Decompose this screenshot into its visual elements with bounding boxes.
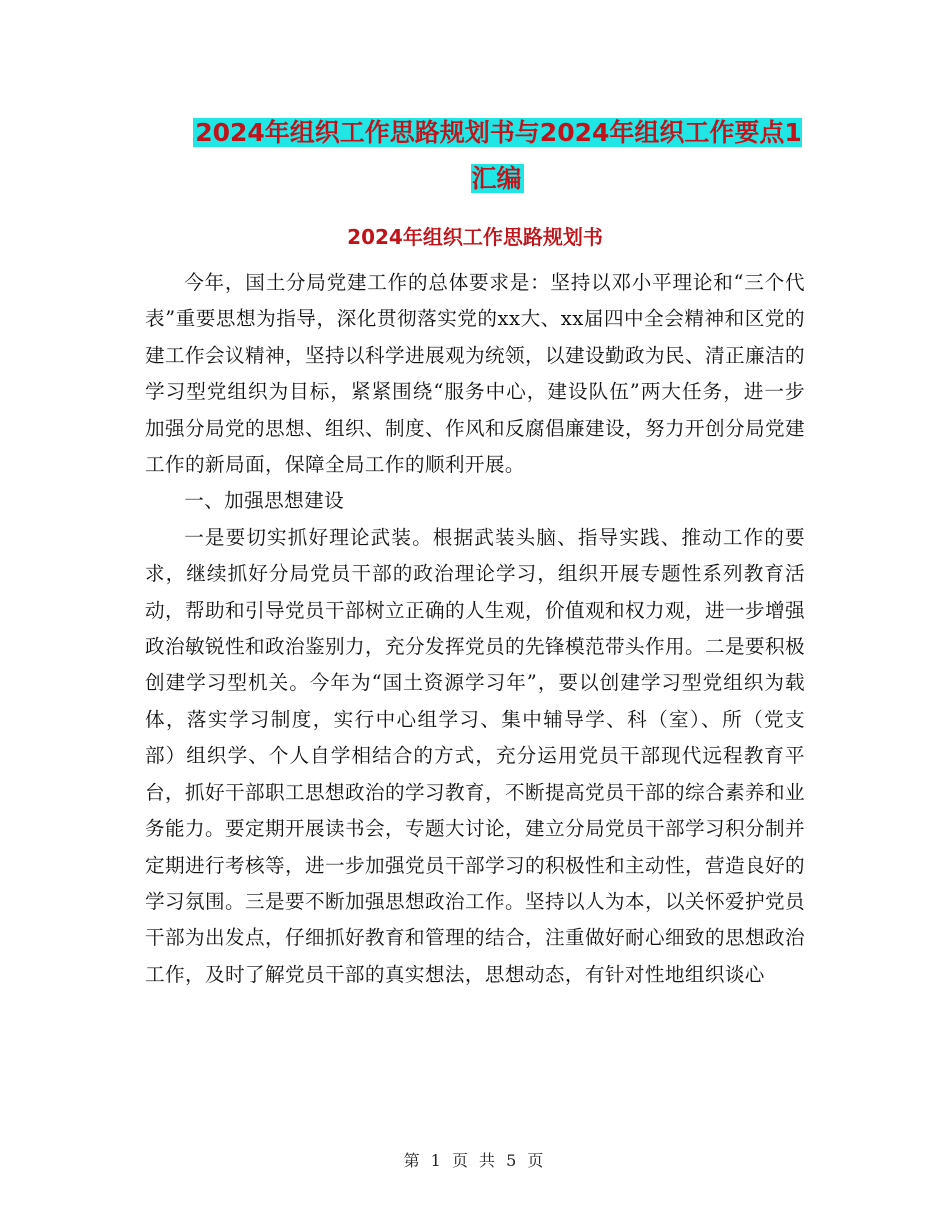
document-title xyxy=(185,110,810,202)
section-title: 2024年组织工作思路规划书 xyxy=(347,225,603,249)
paragraph-ideology: 一是要切实抓好理论武装。根据武装头脑、指导实践、推动工作的要求，继续抓好分局党员干部的政治理论学习，组织开展专题性系列教育活动，帮助和引导党员干部树立正确的人生观，价值观和权力观，进一步增强政治敏锐性和政治鉴别力，充分发挥党员的先锋模范带头作用。二是要积极创建学习型机关。今年为“国土资源学习年”，要以创建学习型党组织为载体，落实学习制度，实行中心组学习、集中辅导学、科（室）、所（党支部）组织学、个人自学相结合的方式，充分运用党员干部现代远程教育平台，抓好干部职工思想政治的学习教育，不断提高党员干部的综合素养和业务能力。要定期开展读书会，专题大讨论，建立分局党员干部学习积分制并定期进行考核等，进一步加强党员干部学习的积极性和主动性，营造良好的学习氛围。三是要不断加强思想政治工作。坚持以人为本，以关怀爱护党员干部为出发点，仔细抓好教育和管理的结合，注重做好耐心细致的思想政治工作，及时了解党员干部的真实想法，思想动态，有针对性地组织谈心 xyxy=(145,525,805,986)
heading-ideology: 一、加强思想建设 xyxy=(184,489,345,513)
page-footer: 第 1 页 共 5 页 xyxy=(403,1151,547,1170)
document-title-text: 2024年组织工作思路规划书与2024年组织工作要点1汇编 xyxy=(195,118,802,193)
paragraph-intro: 今年，国土分局党建工作的总体要求是：坚持以邓小平理论和“三个代表”重要思想为指导，深化贯彻落实党的xx大、xx届四中全会精神和区党的建工作会议精神，坚持以科学进展观为统领，以建设勤政为民、清正廉洁的学习型党组织为目标，紧紧围绕“服务中心，建设队伍”两大任务，进一步加强分局党的思想、组织、制度、作风和反腐倡廉建设，努力开创分局党建工作的新局面，保障全局工作的顺利开展。 xyxy=(145,271,805,477)
document-body xyxy=(145,265,805,993)
